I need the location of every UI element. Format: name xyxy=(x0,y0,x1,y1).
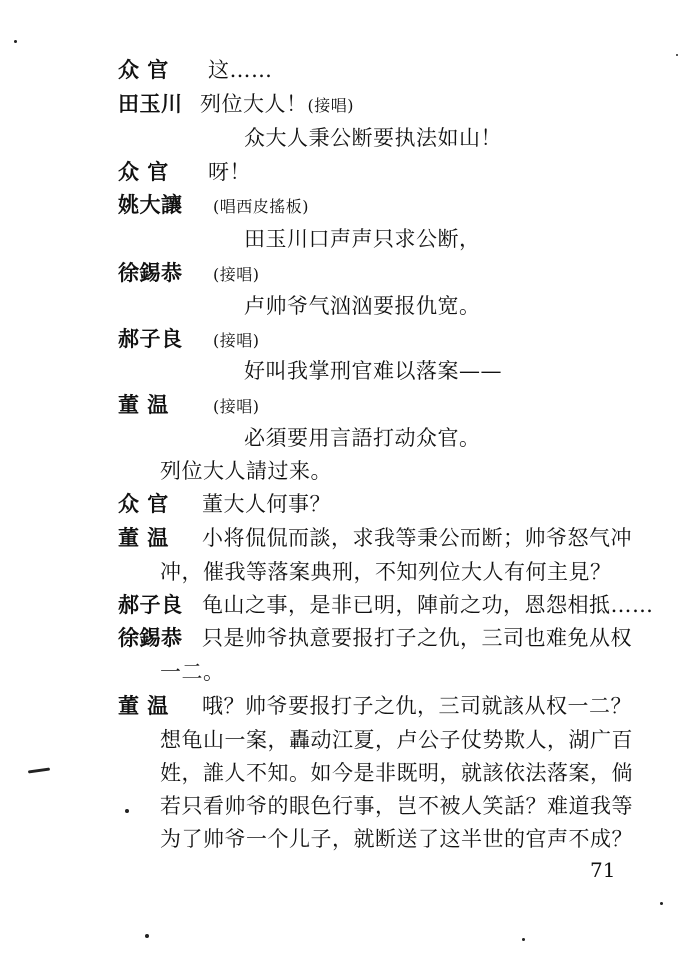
sung-line xyxy=(244,358,502,384)
dialogue-text: 为了帅爷一个儿子，就断送了这半世的官声不成？ xyxy=(160,827,633,851)
stage-direction: (唱西皮搖板) xyxy=(213,197,309,216)
dialogue-text: 列位大人！ xyxy=(200,92,308,116)
speaker-name: 众 官 xyxy=(118,491,169,516)
speaker-name: 董 温 xyxy=(118,392,169,417)
scan-speck xyxy=(145,934,149,938)
speaker-name: 田玉川 xyxy=(118,91,183,116)
dialogue-line xyxy=(118,592,654,618)
dialogue-text: 董大人何事？ xyxy=(202,492,331,516)
dialogue-text: 只是帅爷执意要报打子之仇，三司也难免从权 xyxy=(202,626,632,650)
dialogue-continuation xyxy=(160,826,633,852)
dialogue-text: 哦？帅爷要报打子之仇，三司就該从权一二？ xyxy=(202,694,632,718)
dialogue-text: 好叫我掌刑官难以落案—— xyxy=(244,359,502,383)
speaker-name: 众 官 xyxy=(118,57,169,82)
speaker-name: 姚大讓 xyxy=(118,192,183,217)
dialogue-continuation xyxy=(160,659,225,685)
dialogue-text: 这…… xyxy=(208,58,273,82)
dialogue-text: 必須要用言語打动众官。 xyxy=(244,426,481,450)
sung-line xyxy=(244,425,481,451)
scan-speck xyxy=(676,54,678,56)
speaker-name: 董 温 xyxy=(118,693,169,718)
scan-speck xyxy=(14,40,17,43)
dialogue-line xyxy=(118,693,632,719)
dialogue-line xyxy=(118,57,273,83)
dialogue-line xyxy=(118,392,260,420)
dialogue-continuation xyxy=(160,760,633,786)
dialogue-text: 小将侃侃而談，求我等秉公而断；帅爷怒气冲 xyxy=(202,526,632,550)
dialogue-line xyxy=(118,91,354,119)
scan-speck xyxy=(125,809,129,813)
sung-line xyxy=(244,226,481,252)
dialogue-line xyxy=(118,159,251,185)
dialogue-continuation xyxy=(160,559,612,585)
dialogue-text: 姓，誰人不知。如今是非既明，就該依法落案，倘 xyxy=(160,761,633,785)
dialogue-text: 一二。 xyxy=(160,660,225,684)
dialogue-line xyxy=(118,491,331,517)
dialogue-text: 列位大人請过来。 xyxy=(160,459,332,483)
dialogue-text: 龟山之事，是非已明，陣前之功，恩怨相抵…… xyxy=(202,593,654,617)
dialogue-text: 冲，催我等落案典刑，不知列位大人有何主見？ xyxy=(160,560,612,584)
stage-direction: (接唱) xyxy=(307,96,354,115)
dialogue-continuation xyxy=(160,727,633,753)
dialogue-text: 卢帅爷气汹汹要报仇宽。 xyxy=(244,294,481,318)
dialogue-line xyxy=(118,192,309,220)
speaker-name: 郝子良 xyxy=(118,326,183,351)
stage-direction: (接唱) xyxy=(213,265,260,284)
sung-line xyxy=(244,125,502,151)
dialogue-text: 田玉川口声声只求公断， xyxy=(244,227,481,251)
dialogue-text: 若只看帅爷的眼色行事，岂不被人笑話？难道我等 xyxy=(160,794,633,818)
speaker-name: 众 官 xyxy=(118,159,169,184)
dialogue-continuation xyxy=(160,458,332,484)
dialogue-line xyxy=(118,525,632,551)
dialogue-text: 众大人秉公断要执法如山！ xyxy=(244,126,502,150)
scan-smudge xyxy=(28,767,50,773)
dialogue-line xyxy=(118,625,632,651)
page-number: 71 xyxy=(590,858,616,882)
scan-speck xyxy=(522,938,525,941)
dialogue-continuation xyxy=(160,793,633,819)
speaker-name: 董 温 xyxy=(118,525,169,550)
dialogue-line xyxy=(118,326,260,354)
scan-speck xyxy=(660,902,663,905)
speaker-name: 徐錫恭 xyxy=(118,625,183,650)
sung-line xyxy=(244,293,481,319)
dialogue-line xyxy=(118,260,260,288)
speaker-name: 徐錫恭 xyxy=(118,260,183,285)
stage-direction: (接唱) xyxy=(213,331,260,350)
dialogue-text: 想龟山一案，轟动江夏，卢公子仗势欺人，湖广百 xyxy=(160,728,633,752)
speaker-name: 郝子良 xyxy=(118,592,183,617)
dialogue-text: 呀！ xyxy=(208,160,251,184)
stage-direction: (接唱) xyxy=(213,397,260,416)
